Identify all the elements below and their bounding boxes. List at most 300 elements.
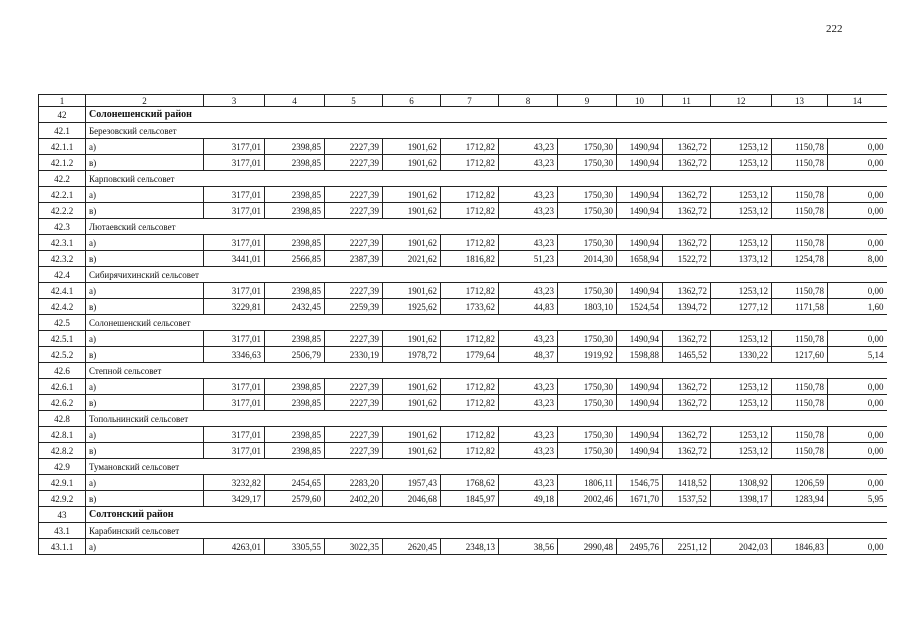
value-cell: 43,23: [499, 331, 558, 347]
value-cell: 1150,78: [772, 187, 828, 203]
value-cell: 2014,30: [558, 251, 617, 267]
value-cell: 2579,60: [265, 491, 325, 507]
column-header: 7: [441, 95, 499, 107]
row-code: 42.8.2: [39, 443, 86, 459]
value-cell: 0,00: [828, 235, 887, 251]
council-row: [39, 363, 887, 379]
value-cell: 1712,82: [441, 187, 499, 203]
column-header: 3: [204, 95, 265, 107]
value-cell: 5,14: [828, 347, 887, 363]
value-cell: 2387,39: [325, 251, 383, 267]
table-row: [39, 475, 887, 491]
table-row: [39, 395, 887, 411]
row-code: 43.1: [39, 523, 86, 539]
value-cell: 2227,39: [325, 443, 383, 459]
table-row: [39, 155, 887, 171]
row-code: 42.2.1: [39, 187, 86, 203]
value-cell: 2620,45: [383, 539, 441, 555]
value-cell: 1750,30: [558, 331, 617, 347]
value-cell: 1522,72: [663, 251, 711, 267]
column-header: 14: [828, 95, 887, 107]
value-cell: 1283,94: [772, 491, 828, 507]
value-cell: 2227,39: [325, 203, 383, 219]
row-label: а): [86, 187, 204, 203]
row-label: в): [86, 395, 204, 411]
council-row: [39, 123, 887, 139]
value-cell: 1816,82: [441, 251, 499, 267]
table-row: [39, 539, 887, 555]
value-cell: 0,00: [828, 443, 887, 459]
value-cell: 2398,85: [265, 379, 325, 395]
row-code: 42.3: [39, 219, 86, 235]
council-row: [39, 523, 887, 539]
value-cell: 43,23: [499, 235, 558, 251]
column-header: 2: [86, 95, 204, 107]
value-cell: 1803,10: [558, 299, 617, 315]
table-row: [39, 491, 887, 507]
row-code: 42.9.1: [39, 475, 86, 491]
row-label: а): [86, 475, 204, 491]
value-cell: 1750,30: [558, 139, 617, 155]
value-cell: 3305,55: [265, 539, 325, 555]
row-code: 42.3.1: [39, 235, 86, 251]
value-cell: 2227,39: [325, 379, 383, 395]
value-cell: 1750,30: [558, 379, 617, 395]
value-cell: 0,00: [828, 203, 887, 219]
value-cell: 5,95: [828, 491, 887, 507]
value-cell: 1712,82: [441, 427, 499, 443]
value-cell: 1957,43: [383, 475, 441, 491]
value-cell: 1362,72: [663, 395, 711, 411]
value-cell: 1,60: [828, 299, 887, 315]
row-label: в): [86, 347, 204, 363]
council-row: [39, 267, 887, 283]
district-name: Солтонский район: [86, 507, 887, 523]
row-label: в): [86, 203, 204, 219]
value-cell: 2002,46: [558, 491, 617, 507]
value-cell: 3177,01: [204, 139, 265, 155]
row-label: в): [86, 443, 204, 459]
value-cell: 1750,30: [558, 203, 617, 219]
value-cell: 1671,70: [617, 491, 663, 507]
value-cell: 1253,12: [711, 427, 772, 443]
value-cell: 1750,30: [558, 443, 617, 459]
value-cell: 1398,17: [711, 491, 772, 507]
value-cell: 1733,62: [441, 299, 499, 315]
value-cell: 1978,72: [383, 347, 441, 363]
value-cell: 1712,82: [441, 203, 499, 219]
row-code: 42.1.1: [39, 139, 86, 155]
column-header: 5: [325, 95, 383, 107]
value-cell: 0,00: [828, 155, 887, 171]
table-row: [39, 347, 887, 363]
row-code: 42.1.2: [39, 155, 86, 171]
value-cell: 1490,94: [617, 379, 663, 395]
value-cell: 3177,01: [204, 187, 265, 203]
table-row: [39, 443, 887, 459]
value-cell: 1362,72: [663, 139, 711, 155]
value-cell: 8,00: [828, 251, 887, 267]
value-cell: 2283,20: [325, 475, 383, 491]
value-cell: 1206,59: [772, 475, 828, 491]
value-cell: 2227,39: [325, 155, 383, 171]
value-cell: 1712,82: [441, 155, 499, 171]
value-cell: 1768,62: [441, 475, 499, 491]
row-code: 42.6.1: [39, 379, 86, 395]
value-cell: 3229,81: [204, 299, 265, 315]
value-cell: 2227,39: [325, 139, 383, 155]
value-cell: 3177,01: [204, 203, 265, 219]
council-name: Березовский сельсовет: [86, 123, 887, 139]
value-cell: 1253,12: [711, 331, 772, 347]
council-row: [39, 411, 887, 427]
value-cell: 43,23: [499, 427, 558, 443]
value-cell: 0,00: [828, 331, 887, 347]
value-cell: 3177,01: [204, 155, 265, 171]
value-cell: 2398,85: [265, 187, 325, 203]
value-cell: 51,23: [499, 251, 558, 267]
value-cell: 1901,62: [383, 155, 441, 171]
value-cell: 1254,78: [772, 251, 828, 267]
value-cell: 1846,83: [772, 539, 828, 555]
row-code: 42.9: [39, 459, 86, 475]
value-cell: 2046,68: [383, 491, 441, 507]
table-row: [39, 235, 887, 251]
value-cell: 1712,82: [441, 379, 499, 395]
council-name: Степной сельсовет: [86, 363, 887, 379]
column-header: 13: [772, 95, 828, 107]
row-code: 42.8.1: [39, 427, 86, 443]
council-name: Карабинский сельсовет: [86, 523, 887, 539]
column-header: 10: [617, 95, 663, 107]
column-header: 9: [558, 95, 617, 107]
value-cell: 2432,45: [265, 299, 325, 315]
value-cell: 1490,94: [617, 187, 663, 203]
value-cell: 2566,85: [265, 251, 325, 267]
value-cell: 1658,94: [617, 251, 663, 267]
row-label: а): [86, 139, 204, 155]
value-cell: 1490,94: [617, 235, 663, 251]
value-cell: 2398,85: [265, 443, 325, 459]
value-cell: 1901,62: [383, 283, 441, 299]
value-cell: 1418,52: [663, 475, 711, 491]
value-cell: 3177,01: [204, 443, 265, 459]
value-cell: 43,23: [499, 379, 558, 395]
value-cell: 2495,76: [617, 539, 663, 555]
value-cell: 1901,62: [383, 203, 441, 219]
value-cell: 1253,12: [711, 395, 772, 411]
table-row: [39, 187, 887, 203]
value-cell: 3441,01: [204, 251, 265, 267]
council-name: Топольнинский сельсовет: [86, 411, 887, 427]
value-cell: 43,23: [499, 155, 558, 171]
value-cell: 1253,12: [711, 235, 772, 251]
value-cell: 0,00: [828, 187, 887, 203]
council-name: Солонешенский сельсовет: [86, 315, 887, 331]
value-cell: 0,00: [828, 539, 887, 555]
row-label: а): [86, 539, 204, 555]
district-row: [39, 107, 887, 123]
row-code: 42.8: [39, 411, 86, 427]
value-cell: 1750,30: [558, 235, 617, 251]
value-cell: 2251,12: [663, 539, 711, 555]
table-row: [39, 139, 887, 155]
value-cell: 2042,03: [711, 539, 772, 555]
value-cell: 1150,78: [772, 283, 828, 299]
value-cell: 1362,72: [663, 283, 711, 299]
value-cell: 1750,30: [558, 283, 617, 299]
value-cell: 0,00: [828, 475, 887, 491]
row-code: 42.5.2: [39, 347, 86, 363]
council-row: [39, 219, 887, 235]
value-cell: 3177,01: [204, 331, 265, 347]
table-row: [39, 203, 887, 219]
page-number: 222: [826, 23, 843, 35]
row-code: 42.5.1: [39, 331, 86, 347]
row-label: в): [86, 299, 204, 315]
row-code: 42.4.2: [39, 299, 86, 315]
value-cell: 1150,78: [772, 155, 828, 171]
council-name: Лютаевский сельсовет: [86, 219, 887, 235]
value-cell: 2402,20: [325, 491, 383, 507]
row-code: 42.5: [39, 315, 86, 331]
value-cell: 1217,60: [772, 347, 828, 363]
value-cell: 3177,01: [204, 395, 265, 411]
value-cell: 1490,94: [617, 443, 663, 459]
row-label: а): [86, 283, 204, 299]
value-cell: 1150,78: [772, 379, 828, 395]
value-cell: 1171,58: [772, 299, 828, 315]
value-cell: 2259,39: [325, 299, 383, 315]
value-cell: 1362,72: [663, 187, 711, 203]
value-cell: 3177,01: [204, 283, 265, 299]
row-code: 42.1: [39, 123, 86, 139]
value-cell: 1712,82: [441, 283, 499, 299]
table-header-row: [39, 95, 887, 107]
column-header: 1: [39, 95, 86, 107]
value-cell: 1253,12: [711, 187, 772, 203]
value-cell: 1537,52: [663, 491, 711, 507]
council-row: [39, 315, 887, 331]
row-code: 42.2.2: [39, 203, 86, 219]
value-cell: 1750,30: [558, 395, 617, 411]
value-cell: 1150,78: [772, 331, 828, 347]
value-cell: 1901,62: [383, 443, 441, 459]
value-cell: 1546,75: [617, 475, 663, 491]
value-cell: 43,23: [499, 395, 558, 411]
row-code: 42.4: [39, 267, 86, 283]
column-header: 4: [265, 95, 325, 107]
value-cell: 43,23: [499, 475, 558, 491]
value-cell: 1490,94: [617, 155, 663, 171]
value-cell: 1150,78: [772, 395, 828, 411]
row-label: в): [86, 491, 204, 507]
value-cell: 1712,82: [441, 139, 499, 155]
value-cell: 1362,72: [663, 203, 711, 219]
row-label: в): [86, 155, 204, 171]
value-cell: 1362,72: [663, 155, 711, 171]
value-cell: 1712,82: [441, 395, 499, 411]
value-cell: 2506,79: [265, 347, 325, 363]
value-cell: 1253,12: [711, 139, 772, 155]
council-name: Сибирячихинский сельсовет: [86, 267, 887, 283]
value-cell: 1362,72: [663, 443, 711, 459]
value-cell: 1806,11: [558, 475, 617, 491]
value-cell: 1362,72: [663, 379, 711, 395]
value-cell: 3177,01: [204, 427, 265, 443]
value-cell: 1490,94: [617, 395, 663, 411]
value-cell: 1490,94: [617, 427, 663, 443]
row-code: 42.4.1: [39, 283, 86, 299]
council-name: Тумановский сельсовет: [86, 459, 887, 475]
value-cell: 2398,85: [265, 395, 325, 411]
value-cell: 1362,72: [663, 235, 711, 251]
value-cell: 3232,82: [204, 475, 265, 491]
value-cell: 1598,88: [617, 347, 663, 363]
value-cell: 1750,30: [558, 155, 617, 171]
value-cell: 2398,85: [265, 427, 325, 443]
row-code: 42.9.2: [39, 491, 86, 507]
table-row: [39, 427, 887, 443]
value-cell: 1490,94: [617, 139, 663, 155]
column-header: 12: [711, 95, 772, 107]
row-code: 42.3.2: [39, 251, 86, 267]
value-cell: 1373,12: [711, 251, 772, 267]
value-cell: 0,00: [828, 395, 887, 411]
value-cell: 43,23: [499, 203, 558, 219]
value-cell: 1150,78: [772, 443, 828, 459]
value-cell: 1362,72: [663, 427, 711, 443]
value-cell: 1712,82: [441, 331, 499, 347]
value-cell: 3022,35: [325, 539, 383, 555]
value-cell: 2398,85: [265, 331, 325, 347]
value-cell: 2021,62: [383, 251, 441, 267]
column-header: 8: [499, 95, 558, 107]
value-cell: 1490,94: [617, 203, 663, 219]
district-row: [39, 507, 887, 523]
value-cell: 1253,12: [711, 283, 772, 299]
value-cell: 2398,85: [265, 203, 325, 219]
value-cell: 2227,39: [325, 283, 383, 299]
value-cell: 1750,30: [558, 187, 617, 203]
value-cell: 1253,12: [711, 203, 772, 219]
value-cell: 1712,82: [441, 443, 499, 459]
value-cell: 1308,92: [711, 475, 772, 491]
value-cell: 1901,62: [383, 379, 441, 395]
council-row: [39, 171, 887, 187]
column-header: 6: [383, 95, 441, 107]
value-cell: 1150,78: [772, 235, 828, 251]
value-cell: 2990,48: [558, 539, 617, 555]
value-cell: 1925,62: [383, 299, 441, 315]
value-cell: 2227,39: [325, 235, 383, 251]
value-cell: 1901,62: [383, 395, 441, 411]
value-cell: 43,23: [499, 283, 558, 299]
value-cell: 3346,63: [204, 347, 265, 363]
value-cell: 1750,30: [558, 427, 617, 443]
value-cell: 2227,39: [325, 395, 383, 411]
value-cell: 0,00: [828, 139, 887, 155]
tariff-table: [38, 94, 887, 555]
value-cell: 1362,72: [663, 331, 711, 347]
value-cell: 1779,64: [441, 347, 499, 363]
value-cell: 2348,13: [441, 539, 499, 555]
value-cell: 2398,85: [265, 235, 325, 251]
value-cell: 3429,17: [204, 491, 265, 507]
row-label: в): [86, 251, 204, 267]
value-cell: 1524,54: [617, 299, 663, 315]
value-cell: 1253,12: [711, 379, 772, 395]
value-cell: 1901,62: [383, 331, 441, 347]
row-code: 43: [39, 507, 86, 523]
table-row: [39, 331, 887, 347]
value-cell: 44,83: [499, 299, 558, 315]
value-cell: 1150,78: [772, 203, 828, 219]
value-cell: 43,23: [499, 187, 558, 203]
value-cell: 1901,62: [383, 235, 441, 251]
value-cell: 1901,62: [383, 427, 441, 443]
value-cell: 1490,94: [617, 283, 663, 299]
value-cell: 0,00: [828, 283, 887, 299]
value-cell: 1277,12: [711, 299, 772, 315]
value-cell: 43,23: [499, 139, 558, 155]
value-cell: 2227,39: [325, 187, 383, 203]
value-cell: 2398,85: [265, 283, 325, 299]
value-cell: 1490,94: [617, 331, 663, 347]
row-label: а): [86, 427, 204, 443]
council-row: [39, 459, 887, 475]
value-cell: 48,37: [499, 347, 558, 363]
value-cell: 1901,62: [383, 187, 441, 203]
row-label: а): [86, 235, 204, 251]
value-cell: 1253,12: [711, 443, 772, 459]
row-code: 42.2: [39, 171, 86, 187]
value-cell: 1845,97: [441, 491, 499, 507]
value-cell: 0,00: [828, 427, 887, 443]
column-header: 11: [663, 95, 711, 107]
row-label: а): [86, 331, 204, 347]
value-cell: 1465,52: [663, 347, 711, 363]
value-cell: 2398,85: [265, 139, 325, 155]
value-cell: 1253,12: [711, 155, 772, 171]
value-cell: 43,23: [499, 443, 558, 459]
row-code: 42.6.2: [39, 395, 86, 411]
value-cell: 3177,01: [204, 379, 265, 395]
row-code: 42.6: [39, 363, 86, 379]
district-name: Солонешенский район: [86, 107, 887, 123]
row-code: 43.1.1: [39, 539, 86, 555]
council-name: Карповский сельсовет: [86, 171, 887, 187]
value-cell: 1394,72: [663, 299, 711, 315]
value-cell: 2227,39: [325, 331, 383, 347]
row-label: а): [86, 379, 204, 395]
value-cell: 0,00: [828, 379, 887, 395]
value-cell: 2398,85: [265, 155, 325, 171]
value-cell: 1330,22: [711, 347, 772, 363]
value-cell: 1712,82: [441, 235, 499, 251]
value-cell: 2454,65: [265, 475, 325, 491]
value-cell: 3177,01: [204, 235, 265, 251]
table-row: [39, 379, 887, 395]
table-row: [39, 251, 887, 267]
value-cell: 2227,39: [325, 427, 383, 443]
value-cell: 49,18: [499, 491, 558, 507]
value-cell: 1919,92: [558, 347, 617, 363]
value-cell: 1150,78: [772, 427, 828, 443]
table-row: [39, 299, 887, 315]
table-row: [39, 283, 887, 299]
value-cell: 38,56: [499, 539, 558, 555]
